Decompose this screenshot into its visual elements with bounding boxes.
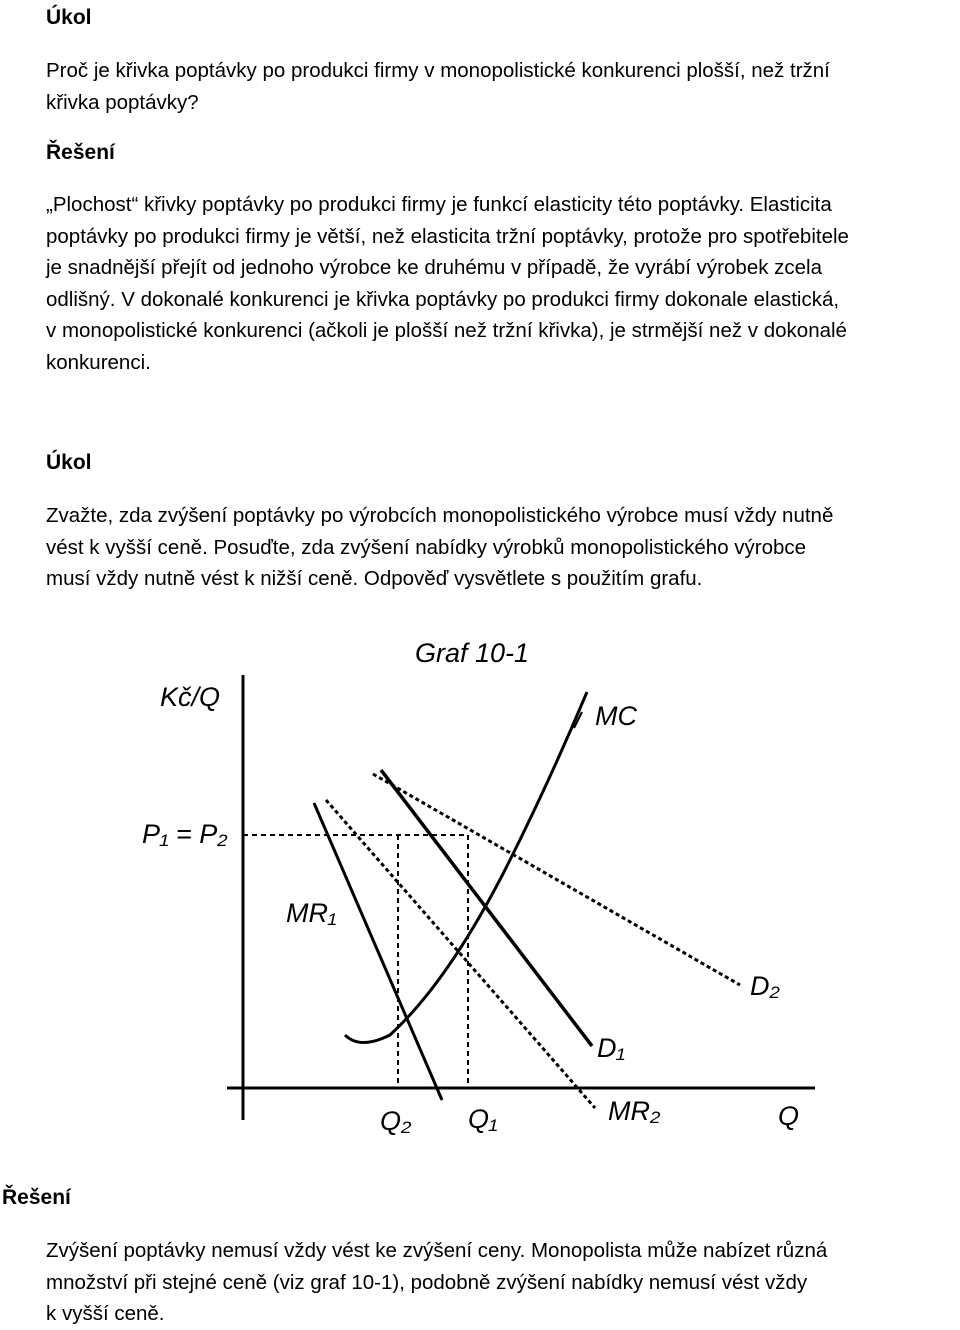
d2-curve (373, 774, 740, 985)
graph-title: Graf 10-1 (415, 638, 530, 668)
mc-label: MC (595, 701, 637, 731)
text-line: „Plochost“ křivky poptávky po produkci firmy je funkcí elasticity této poptávky. Elasticita (46, 193, 832, 216)
question-paragraph-2 (46, 500, 960, 595)
section-heading-reseni-2: Řešení (2, 1186, 71, 1209)
graph-svg (90, 610, 870, 1170)
d1-curve (381, 770, 592, 1046)
d2-label: D₂ (750, 971, 780, 1001)
section-heading-reseni-1: Řešení (46, 141, 115, 164)
x-axis-label: Q (778, 1101, 800, 1131)
text-line: odlišný. V dokonalé konkurenci je křivka poptávky po produkci firmy dokonale elastická, (46, 287, 840, 311)
text-line: křivka poptávky? (46, 90, 199, 114)
price-label: P₁ = P₂ (142, 819, 228, 849)
q2-label: Q₂ (380, 1106, 412, 1136)
q1-label: Q₁ (468, 1104, 498, 1134)
question-paragraph-1 (46, 55, 960, 118)
section-heading-ukol-1: Úkol (46, 6, 92, 29)
text-line: v monopolistické konkurenci (ačkoli je plošší než tržní křivka), je strmější než v dokonalé (46, 319, 847, 342)
y-axis-label: Kč/Q (160, 682, 221, 712)
text-line: Proč je křivka poptávky po produkci firmy v monopolistické konkurenci plošší, než tržní (46, 59, 830, 82)
d1-label: D₁ (597, 1033, 626, 1063)
answer-paragraph-1 (46, 189, 960, 378)
text-line: k vyšší ceně. (46, 1302, 165, 1325)
answer-paragraph-2 (46, 1235, 960, 1330)
text-line: konkurenci. (46, 350, 151, 374)
mr2-curve (326, 800, 595, 1108)
text-line: množství při stejné ceně (viz graf 10-1), podobně zvýšení nabídky nemusí vést vždy (46, 1270, 808, 1294)
text-line: vést k vyšší ceně. Posuďte, zda zvýšení nabídky výrobků monopolistického výrobce (46, 535, 807, 559)
mr2-label: MR₂ (608, 1096, 661, 1126)
text-line: je snadnější přejít od jednoho výrobce ke druhému v případě, že vyrábí výrobek zcela (46, 256, 823, 279)
graph-10-1 (90, 610, 870, 1170)
section-heading-ukol-2: Úkol (46, 451, 92, 474)
text-line: Zvažte, zda zvýšení poptávky po výrobcích monopolistického výrobce musí vždy nutně (46, 504, 834, 527)
mr1-curve (314, 803, 442, 1100)
text-line: Zvýšení poptávky nemusí vždy vést ke zvýšení ceny. Monopolista může nabízet různá (46, 1239, 828, 1262)
text-line: musí vždy nutně vést k nižší ceně. Odpověď vysvětlete s použitím grafu. (46, 567, 703, 590)
mr1-label: MR₁ (286, 898, 337, 928)
text-line: poptávky po produkci firmy je větší, než elasticita tržní poptávky, protože pro spotřebitele (46, 224, 849, 248)
